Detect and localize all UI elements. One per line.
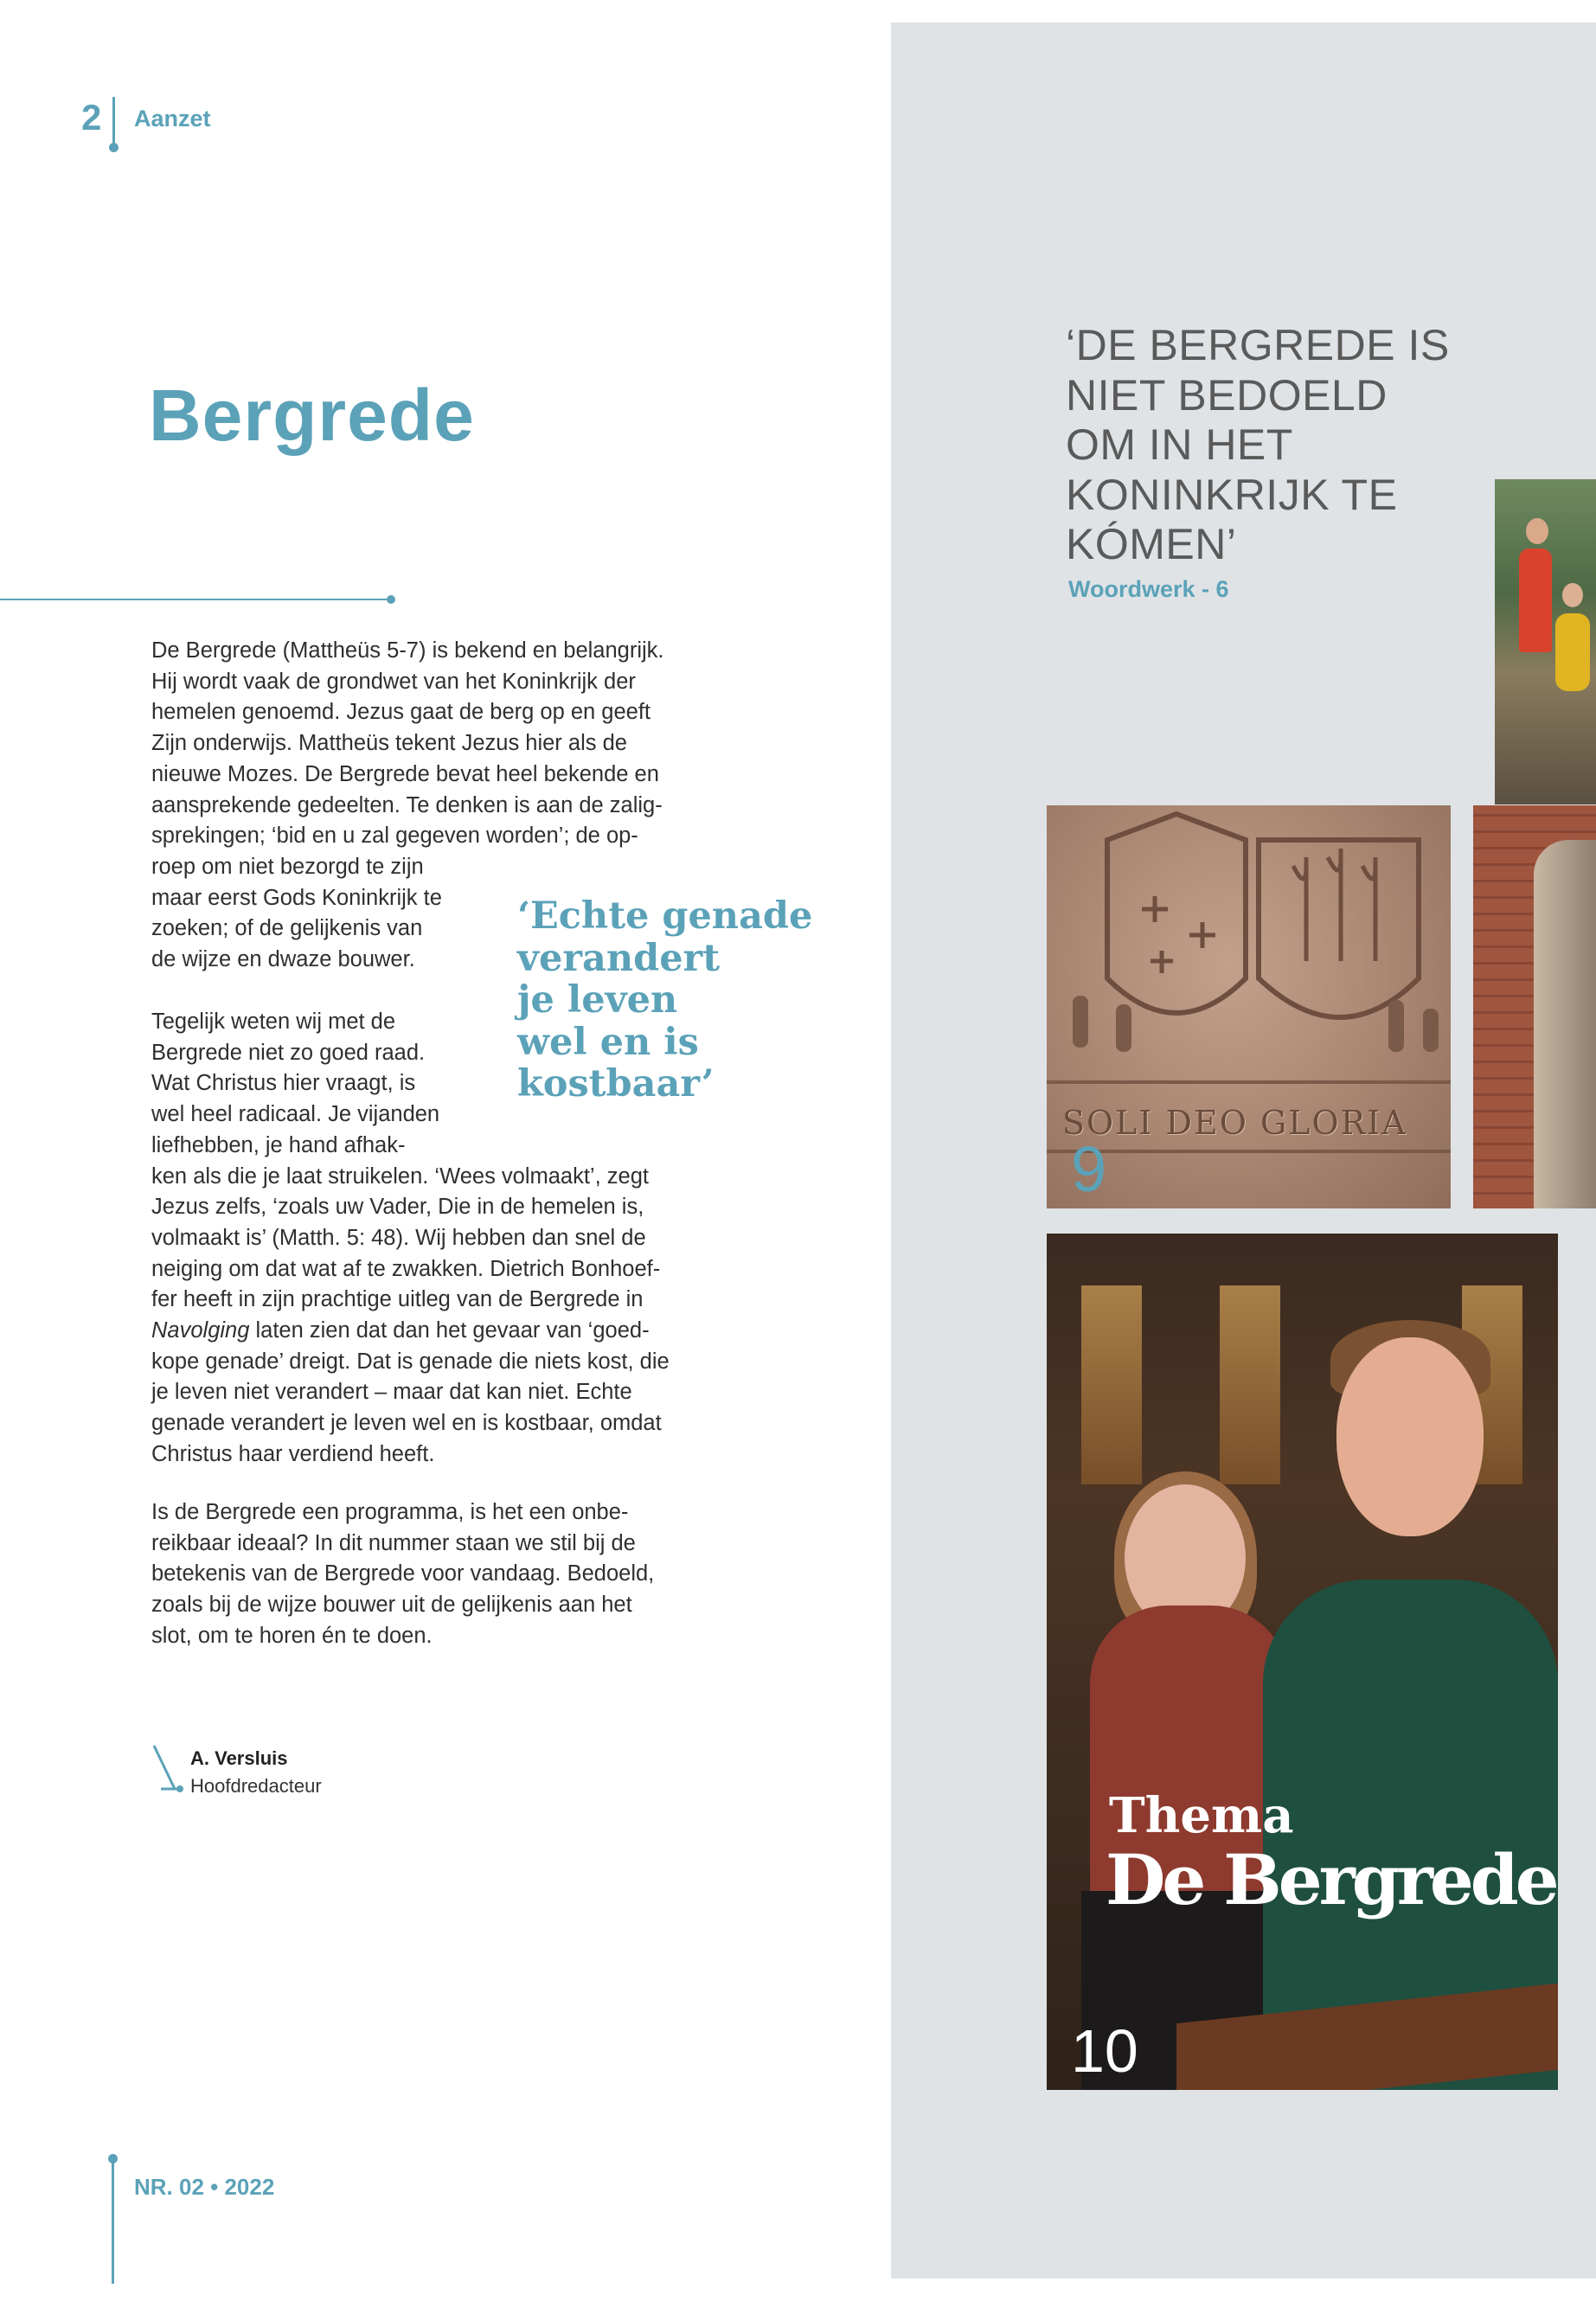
- text-line: genade verandert je leven wel en is kostbaar, omdat: [151, 1411, 662, 1436]
- archway: [1534, 840, 1596, 1208]
- footer-divider: [112, 2158, 114, 2284]
- text-line: De Bergrede (Mattheüs 5-7) is bekend en belangrijk.: [151, 638, 664, 663]
- group-photo[interactable]: [1495, 479, 1596, 804]
- church-window: [1081, 1285, 1142, 1484]
- text-line: betekenis van de Bergrede voor vandaag. Bedoeld,: [151, 1561, 655, 1586]
- person-figure: [1519, 548, 1552, 652]
- sidebar-quote-line: KÓMEN’: [1066, 520, 1237, 568]
- quote-line: ‘Echte genade: [517, 894, 813, 938]
- text-line: Zijn onderwijs. Mattheüs tekent Jezus hier als de: [151, 731, 627, 756]
- section-label: Aanzet: [134, 106, 211, 131]
- text-line: zoals bij de wijze bouwer uit de gelijkenis aan het: [151, 1593, 632, 1618]
- text-line: Wat Christus hier vraagt, is: [151, 1071, 416, 1096]
- text-line: [151, 1316, 670, 1347]
- text-line: Christus haar verdiend heeft.: [151, 1441, 435, 1466]
- contents-sidebar: [891, 22, 1596, 2279]
- sidebar-quote-line: OM IN HET: [1066, 420, 1293, 469]
- stone-inscription: SOLI DEO GLORIA: [1062, 1104, 1407, 1142]
- title-divider: [0, 599, 391, 600]
- quote-line: verandert: [517, 936, 721, 980]
- church-window: [1220, 1285, 1280, 1484]
- text-line: zoeken; of de gelijkenis van: [151, 916, 423, 941]
- person-head: [1562, 583, 1583, 607]
- person-figure: [1555, 613, 1590, 691]
- text-line: kope genade’ dreigt. Dat is genade die niets kost, die: [151, 1349, 670, 1374]
- text-line: wel heel radicaal. Je vijanden: [151, 1102, 440, 1127]
- text-line: ken als die je laat struikelen. ‘Wees volmaakt’, zegt: [151, 1163, 649, 1189]
- page-number: 2: [81, 97, 102, 138]
- text-line: hemelen genoemd. Jezus gaat de berg op en geeft: [151, 700, 651, 725]
- text-line: volmaakt is’ (Matth. 5: 48). Wij hebben dan snel de: [151, 1225, 646, 1250]
- text-line: neiging om dat wat af te zwakken. Dietrich Bonhoef-: [151, 1256, 661, 1281]
- brick-building-photo[interactable]: [1473, 805, 1596, 1208]
- text-line: roep om niet bezorgd te zijn: [151, 854, 424, 879]
- author-name: A. Versluis: [190, 1747, 288, 1769]
- text-fragment: laten zien dat dan het gevaar van ‘goed-: [249, 1318, 650, 1343]
- sidebar-quote-line: NIET BEDOELD: [1066, 370, 1388, 420]
- paragraph-3: [151, 1497, 654, 1652]
- page-ref-stone: 9: [1071, 1133, 1107, 1205]
- sidebar-quote: [1066, 321, 1450, 570]
- quote-reference[interactable]: Woordwerk - 6: [1068, 576, 1229, 602]
- text-line: slot, om te horen én te doen.: [151, 1623, 433, 1648]
- issue-label: NR. 02 • 2022: [134, 2174, 275, 2200]
- sidebar-quote-line: ‘DE BERGREDE IS: [1066, 321, 1450, 369]
- text-line: liefhebben, je hand afhak-: [151, 1132, 406, 1157]
- quote-line: wel en is: [517, 1020, 699, 1064]
- text-line: nieuwe Mozes. De Bergrede bevat heel bekende en: [151, 761, 659, 786]
- text-line: fer heeft in zijn prachtige uitleg van de Bergrede in: [151, 1287, 644, 1312]
- sidebar-quote-line: KONINKRIJK TE: [1066, 470, 1398, 519]
- quote-line: kostbaar’: [517, 1062, 715, 1106]
- relief-carving: [1047, 805, 1451, 1208]
- cover-thema-label: Thema: [1109, 1787, 1294, 1844]
- text-line: je leven niet verandert – maar dat kan niet. Echte: [151, 1380, 632, 1405]
- person-head: [1526, 518, 1548, 544]
- text-line: Jezus zelfs, ‘zoals uw Vader, Die in de hemelen is,: [151, 1195, 644, 1220]
- text-line: Is de Bergrede een programma, is het een onbe-: [151, 1500, 629, 1524]
- author-line-icon: [149, 1742, 183, 1796]
- article-title: Bergrede: [149, 375, 475, 456]
- text-line: Hij wordt vaak de grondwet van het Koninkrijk der: [151, 669, 636, 694]
- header-divider: [112, 97, 115, 147]
- quote-line: je leven: [517, 978, 678, 1022]
- text-line: Bergrede niet zo goed raad.: [151, 1040, 426, 1065]
- theme-cover-photo[interactable]: [1047, 1234, 1558, 2090]
- author-role: Hoofdredacteur: [190, 1775, 322, 1797]
- pull-quote: [517, 895, 812, 1106]
- text-line: de wijze en dwaze bouwer.: [151, 947, 415, 972]
- text-line: aansprekende gedeelten. Te denken is aan de zalig-: [151, 792, 663, 817]
- book-title-italic: Navolging: [151, 1318, 250, 1343]
- page-ref-cover: 10: [1071, 2017, 1138, 2085]
- text-line: maar eerst Gods Koninkrijk te: [151, 885, 442, 910]
- text-line: reikbaar ideaal? In dit nummer staan we stil bij de: [151, 1530, 636, 1555]
- boy-face: [1336, 1337, 1484, 1536]
- stone-relief-photo[interactable]: [1047, 805, 1451, 1208]
- cover-title: De Bergrede: [1106, 1839, 1556, 1920]
- text-line: Tegelijk weten wij met de: [151, 1009, 396, 1034]
- text-line: sprekingen; ‘bid en u zal gegeven worden’; de op-: [151, 824, 638, 849]
